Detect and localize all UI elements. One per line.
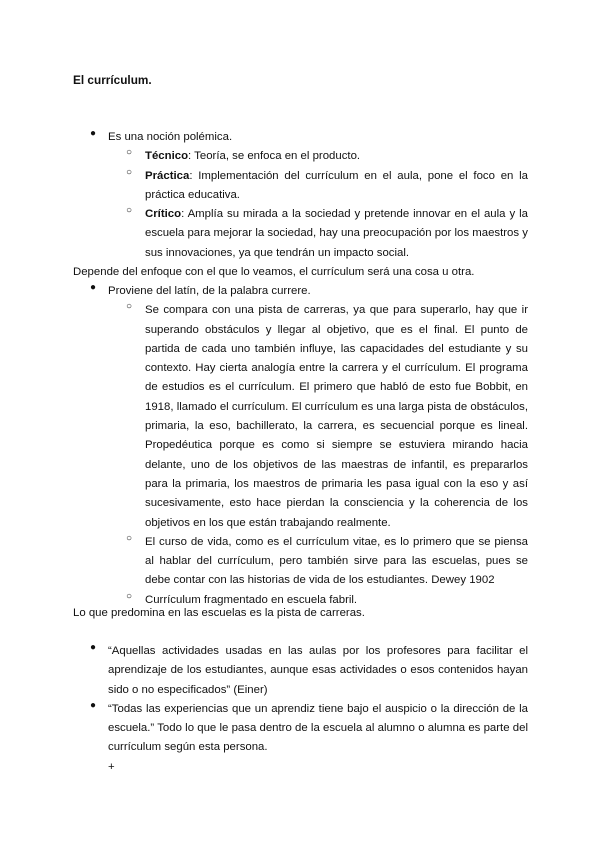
term-label: Práctica <box>145 169 190 182</box>
bullet-icon: ● <box>90 642 97 653</box>
list-item <box>73 642 528 700</box>
paragraph: Lo que predomina en las escuelas es la pista de carreras. <box>73 607 365 619</box>
sub-list-item <box>126 532 528 591</box>
circle-bullet-icon: ○ <box>126 147 133 159</box>
sub-list-item <box>126 147 528 166</box>
term-text: : Amplía su mirada a la sociedad y pretende innovar en el aula y la escuela para mejorar la sociedad, hay una preocupación por los maestros y sus innovaciones, ya que tendrán un impacto social. <box>145 208 528 259</box>
list-item-text: “Todas las experiencias que un aprendiz tiene bajo el auspicio o la dirección de la escuela.” Todo lo que le pasa dentro de la escuela al alumno o alumna es parte del currículum según esta persona. <box>108 702 528 754</box>
circle-bullet-icon: ○ <box>126 166 133 178</box>
list-item-text: Proviene del latín, de la palabra currere. <box>108 285 311 297</box>
section-definitions <box>73 642 528 777</box>
plus-mark: + <box>108 760 115 773</box>
list-item <box>73 282 528 301</box>
bullet-icon: ● <box>90 282 97 293</box>
sub-list-item <box>126 301 528 533</box>
section-origin <box>73 282 528 610</box>
circle-bullet-icon: ○ <box>126 532 133 544</box>
term-label: Técnico <box>145 150 189 163</box>
paragraph: Depende del enfoque con el que lo veamos, el currículum será una cosa u otra. <box>73 266 475 278</box>
sub-list-item <box>126 205 528 263</box>
sub-item-text: Currículum fragmentado en escuela fabril. <box>145 593 358 606</box>
list-item-text: Es una noción polémica. <box>108 131 233 143</box>
circle-bullet-icon: ○ <box>126 205 133 217</box>
list-item <box>73 700 528 758</box>
term-label: Crítico <box>145 208 182 221</box>
list-item-text: “Aquellas actividades usadas en las aulas por los profesores para facilitar el aprendizaje de los estudiantes, aunque esas actividades o esos contenidos hayan sido o no especificados” (Einer) <box>108 645 528 696</box>
list-item <box>73 128 528 147</box>
section-polemic <box>73 128 528 263</box>
bullet-icon: ● <box>90 699 97 711</box>
term-text: : Teoría, se enfoca en el producto. <box>188 150 361 163</box>
bullet-icon: ● <box>90 128 97 139</box>
circle-bullet-icon: ○ <box>126 590 133 602</box>
sub-item-text: Se compara con una pista de carreras, ya que para superarlo, hay que ir superando obstáculos y llegar al objetivo, que es el final. El punto de partida de cada uno también influye, las capacidades del estudiante y su contexto. Hay cierta analogía entre la carrera y el currículum. El programa de estudios es el currículum. El primero que habló de esto fue Bobbit, en 1918, llamado el currículum. El currículum es una larga pista de obstáculos, primaria, la eso, bachillerato, la carrera, es secuencial porque es lineal. Propedéutica porque es como si siempre se estuviera mirando hacia delante, uno de los objetivos de las maestras de infantil, es prepararlos para la primaria, los maestros de primaria les pasa igual con la eso y así sucesivamente, esto hace pierdan la consciencia y la coherencia de los objetivos en los que están trabajando realmente. <box>145 304 528 529</box>
document-title: El currículum. <box>73 73 152 87</box>
circle-bullet-icon: ○ <box>126 301 133 313</box>
sub-item-text: El curso de vida, como es el currículum vitae, es lo primero que se piensa al hablar del currículum, pero también sirve para las escuelas, pues se debe contar con las historias de vida de los estudiantes. Dewey 1902 <box>145 535 528 587</box>
term-text: : Implementación del currículum en el aula, pone el foco en la práctica educativa. <box>145 169 528 201</box>
sub-list-item <box>126 166 528 206</box>
